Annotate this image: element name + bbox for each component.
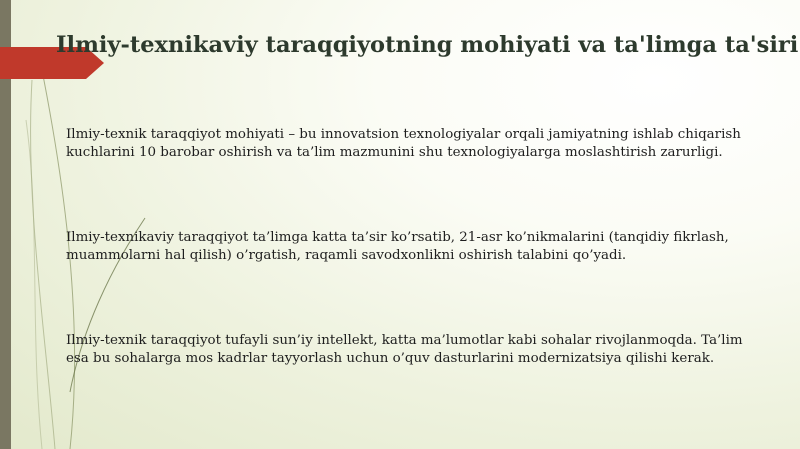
paragraph-essence: Ilmiy-texnik taraqqiyot mohiyati – bu innovatsion texnologiyalar orqali jamiyatning ishlab chiqarish kuchlarini 10 barobar oshirish va ta’lim mazmunini shu texnologiyalarga moslashtirish zarurligi. (66, 127, 741, 160)
paragraph-impact: Ilmiy-texnikaviy taraqqiyot ta’limga katta ta’sir ko’rsatib, 21-asr ko’nikmalarini (tanqidiy fikrlash, muammolarni hal qilish) o’rgatish, raqamli savodxonlikni oshirish talabini qo’yadi. (66, 230, 729, 263)
slide-title: Ilmiy-texnikaviy taraqqiyotning mohiyati va ta'limga ta'siri (56, 32, 799, 58)
paragraph-ai: Ilmiy-texnik taraqqiyot tufayli sun’iy intellekt, katta ma’lumotlar kabi sohalar rivojlanmoqda. Ta’lim esa bu sohalarga mos kadrlar tayyorlash uchun o’quv dasturlarini modernizatsiya qilishi kerak. (66, 333, 743, 366)
